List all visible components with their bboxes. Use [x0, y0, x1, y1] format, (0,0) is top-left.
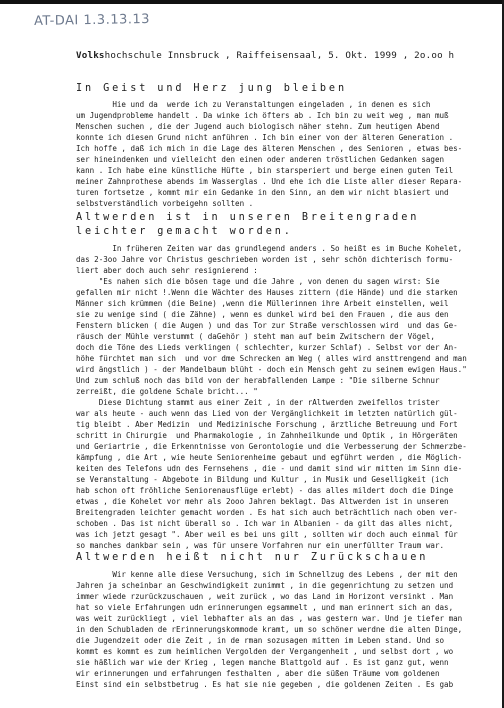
- text-line: meiner Zahnprothese abends im Wasserglas . Und ehe ich die Liste aller dieser Repara-: [76, 177, 463, 186]
- text-line: was weit zurückliegt , viel lebhafter als an das , was gestern war. Und je tiefer man: [76, 614, 463, 623]
- text-line: schoben . Das ist nicht überall so . Ich war in Albanien - da gilt das alles nicht,: [76, 519, 454, 528]
- text-line: gefallen mir nicht !.Wenn die Wächter des Hauses zittern (die Hände) und die starken: [76, 288, 458, 297]
- text-line: ser hineindenken und vielleicht den einen oder anderen tröstlichen Gedanken sagen: [76, 155, 445, 164]
- text-line: Fenstern blicken ( die Augen ) und das Tor zur Straße verschlossen wird und das Ge-: [76, 321, 458, 330]
- text-line: tig bleibt . Aber Medizin und Medizinische Forschung , ärztliche Betreuung und Fort: [76, 420, 458, 429]
- text-line: Diese Dichtung stammt aus einer Zeit , in der rAltwerden zweifellos trister: [76, 398, 440, 407]
- text-line: Männer sich krümmen (die Beine) ,wenn die Müllerinnen ihre Arbeit einstellen, weil: [76, 299, 449, 308]
- header-org-bold: Volks: [76, 50, 105, 61]
- text-line: liert aber doch auch sehr resignierend :: [76, 266, 258, 275]
- text-line: höhe fürchtet man sich und vor dme Schrecken am Weg ( alles wird ansttrengend and man: [76, 354, 467, 363]
- header-org-rest: hochschule Innsbruck , Raiffeisensaal, 5. Okt. 1999 , 2o.oo h: [104, 50, 455, 61]
- text-line: etwas , die Kohelet vor mehr als 2ooo Jahren beklagt. Das Altwerden ist in unseren: [76, 497, 449, 506]
- text-line: die Jugendzeit oder die Zeit , in de rman sozusagen mitten im Leben stand. Und so: [76, 636, 445, 645]
- heading-altwerden-line-1: Altwerden ist in unseren Breitengraden: [76, 212, 420, 223]
- text-line: und Geriartrie , die Erkenntnisse von Gerontologie und die Verbesserung der Schmerzbe-: [76, 442, 467, 451]
- text-line: Einst sind ein selbstbetrug . Es hat sie nie gegeben , die goldenen Zeiten . Es gab: [76, 680, 454, 689]
- text-line: kämpfung , die Art , wie heute Seniorenheime gebaut und egführt werden , die Möglich-: [76, 453, 463, 462]
- text-line: Breitengraden leichter gemacht worden . Es hat sich auch beträchtlich nach oben ver-: [76, 508, 458, 517]
- text-line: räusch der Mühle verstummt ( daGehör ) steht man auf beim Zwitschern der Vögel,: [76, 332, 435, 341]
- text-line: wird ängstlich ) - der Mandelbaum blüht - doch ein Mensch geht zu seinem ewigen Haus.": [76, 365, 467, 374]
- text-line: sie häßlich war wie der Krieg , legen manche Blattgold auf . Es ist ganz gut, wenn: [76, 658, 449, 667]
- text-line: keiten des Telefons udn des Fernsehens , die - und damit sind wir mitten im Sinn die-: [76, 464, 463, 473]
- text-line: zerreißt, die goldene Schale bricht... ": [76, 387, 258, 396]
- text-line: Hie und da werde ich zu Veranstaltungen eingeladen , in denen es sich: [76, 100, 431, 109]
- text-line: sie zu wenige sind ( die Zähne) , wenn es dunkel wird bei den Frauen , die aus den: [76, 310, 449, 319]
- text-line: konnte ich diesen Grund nicht anführen . Ich bin einer von der älteren Generation .: [76, 133, 454, 142]
- text-line: selbstverständlich vorbeigehn sollten .: [76, 199, 254, 208]
- text-line: "Es nahen sich die bösen tage und die Jahre , von denen du sagen wirst: Sie: [76, 277, 440, 286]
- text-line: in den Schubladen de rErinnerungskommode kramt, um so schöner werdne die alten Dinge,: [76, 625, 463, 634]
- heading-altwerden-line-2: leichter gemacht worden.: [76, 226, 293, 237]
- paragraph-versuchung: [76, 569, 497, 690]
- text-line: das 2-3oo Jahre vor Christus geschrieben worden ist , sehr schön dichterisch formu-: [76, 255, 454, 264]
- text-line: doch die Töne des Lieds verklingen ( schlechter, kurzer Schlaf) . Selbst vor der An-: [76, 343, 458, 352]
- text-line: immer wiede rzurückzuschauen , weit zurück , wo das Land im Horizont versinkt . Man: [76, 592, 454, 601]
- text-line: Und zum schluß noch das bild von der herabfallenden Lampe : "Die silberne Schnur: [76, 376, 440, 385]
- text-line: Ich hoffe , daß ich mich in die Lage des älteren Menschen , des Senioren , etwas bes-: [76, 144, 463, 153]
- text-line: kann . Ich habe eine künstliche Hüfte , bin starsperiert und berge einen guten Teil: [76, 166, 454, 175]
- heading-zurueckschauen: Altwerden heißt nicht nur Zurückschauen: [76, 552, 429, 563]
- text-line: Jahren ja scheinbar an Geschwindigkeit zunimmt , in die gegenrichtung zu setzen und: [76, 581, 454, 590]
- text-line: turen fortsetze , kommt mir ein Gedanke in den Sinn, an dem wir nicht blasiert und: [76, 188, 449, 197]
- archive-stamp: AT-DAI 1.3.13.13: [33, 11, 151, 30]
- text-line: so manches dankbar sein , was für unsere Vorfahren nur ein unerfüllter Traum war.: [76, 541, 445, 550]
- text-line: hab schon oft fröhliche Seniorenausflüge erlebt) - das alles mildert doch die Dinge: [76, 486, 454, 495]
- text-line: schritt in Chirurgie und Pharmakologie , in Zahnheilkunde und Optik , in Hörgeräten: [76, 431, 458, 440]
- text-line: war als heute - auch wenn das Lied von der Vergänglichkeit im letzten natürlich gül-: [76, 409, 458, 418]
- text-line: kommt es kommt es zum heimlichen Vergolden der Vergangenheit , und selbst dort , wo: [76, 647, 454, 656]
- text-line: Wir kenne alle diese Versuchung, sich im Schnellzug des Lebens , der mit den: [76, 570, 458, 579]
- event-header: [76, 50, 454, 61]
- text-line: wir erinnerungen und erfahrungen festhalten , aber die süßen Träume vom goldenen: [76, 669, 440, 678]
- heading-geist-und-herz: In Geist und Herz jung bleiben: [76, 83, 348, 94]
- paragraph-intro: [76, 99, 497, 209]
- text-line: um Jugendprobleme handelt . Da winke ich öfters ab . Ich bin zu weit weg , man muß: [76, 111, 449, 120]
- paragraph-kohelet: [76, 243, 497, 551]
- text-line: se Veranstaltung - Abgebote in Bildung und Kultur , in Musik und Geselligkeit (ich: [76, 475, 449, 484]
- text-line: was ich jetzt gesagt ". Aber weil es bei uns gilt , sollten wir doch auch einmal für: [76, 530, 458, 539]
- text-line: Menschen suchen , die der Jugend auch biologisch näher stehn. Zum heutigen Abend: [76, 122, 440, 131]
- text-line: In früheren Zeiten war das grundlegend anders . So heißt es im Buche Kohelet,: [76, 244, 463, 253]
- text-line: hat so viele Erfahrungen udn erinnerungen egsammelt , und man erinnert sich an das,: [76, 603, 454, 612]
